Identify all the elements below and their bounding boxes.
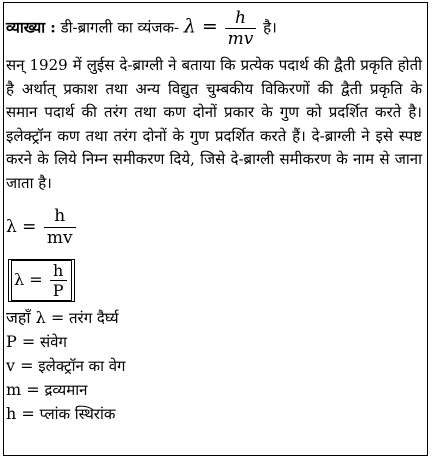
legend-symbol: जहाँ λ = <box>6 308 65 327</box>
legend-item <box>6 378 126 402</box>
explanation-header <box>6 8 277 49</box>
legend-symbol: m = <box>6 380 40 399</box>
legend-symbol: v = <box>6 356 34 375</box>
legend-description: तरंग दैर्घ्य <box>64 309 119 327</box>
legend-symbol: P = <box>6 332 36 351</box>
equation1-denominator: mv <box>44 227 76 249</box>
legend-description: द्रव्यमान <box>39 381 88 399</box>
legend-description: प्लांक स्थिरांक <box>34 405 116 423</box>
body-paragraph: सन् 1929 में लुईस दे-ब्राग्ली ने बताया कि प्रत्येक पदार्थ की द्वैती प्रकृति होती है अर्थात् प्रकाश तथा अन्य विद्युत चुम्बकीय विकिरणों की द्वैती प्रकृति के समान पदार्थ की तरंग तथा कण दोनों प्रकार के गुण को प्रदर्शित करते है। इलेक्ट्रॉन कण तथा तरंग दोनों के गुण प्रदर्शित करते हैं। दे-ब्राग्ली ने इसे स्पष्ट करने के लिये निम्न समीकरण दिये, जिसे दे-ब्राग्ली समीकरण के नाम से जाना जाता है। <box>6 56 422 192</box>
symbol-legend <box>6 306 126 426</box>
equation1-numerator: h <box>54 206 66 226</box>
header-text: डी-ब्रागली का व्यंजक- <box>60 18 180 37</box>
legend-item <box>6 306 126 330</box>
header-denominator: mv <box>225 28 257 49</box>
equation2-fraction <box>50 261 67 300</box>
equation2-lhs: λ = <box>14 270 43 289</box>
equation2-denominator: P <box>50 280 67 300</box>
legend-item <box>6 354 126 378</box>
header-numerator: h <box>235 8 246 28</box>
explanation-label: व्याख्या : <box>6 18 56 37</box>
legend-symbol: h = <box>6 404 35 423</box>
equation1-fraction <box>44 206 76 249</box>
header-fraction <box>225 8 257 49</box>
header-lambda: λ = <box>183 15 218 38</box>
equation2-numerator: h <box>52 261 64 280</box>
equation1-lhs: λ = <box>6 217 37 237</box>
boxed-equation-inner <box>11 260 72 301</box>
equation-lambda-h-mv <box>6 206 78 249</box>
legend-description: संवेग <box>35 333 67 351</box>
header-suffix: है। <box>263 18 277 37</box>
legend-item <box>6 330 126 354</box>
legend-description: इलेक्ट्रॉन का वेग <box>33 357 126 375</box>
legend-item <box>6 402 126 426</box>
boxed-equation <box>8 259 75 302</box>
